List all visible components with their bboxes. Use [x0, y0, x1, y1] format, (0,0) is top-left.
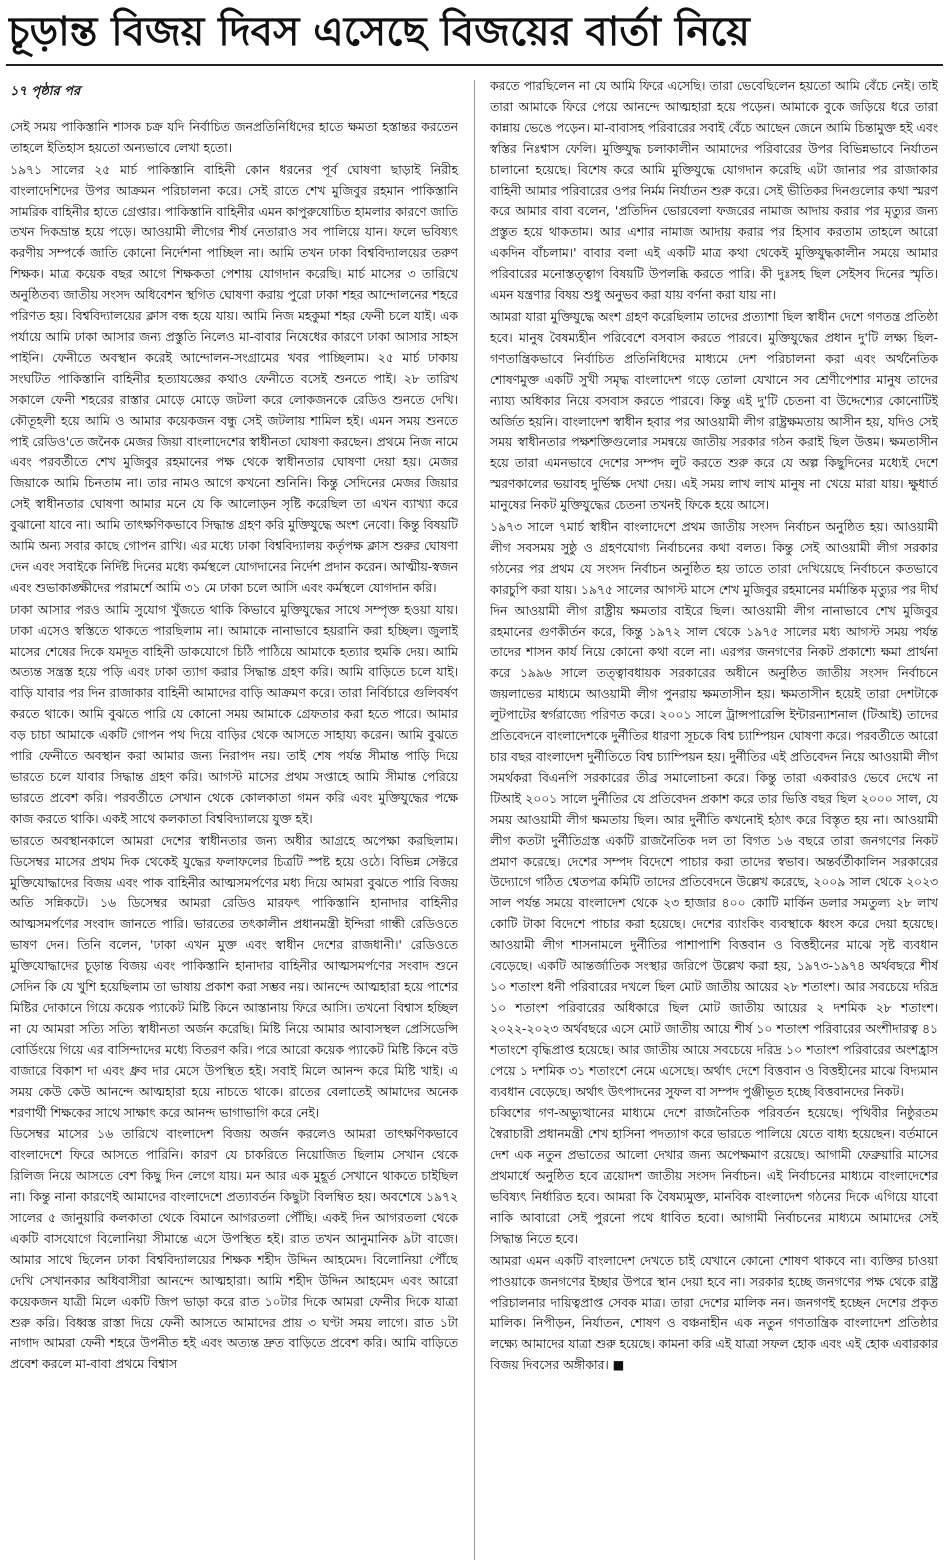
paragraph: সেই সময় পাকিস্তানি শাসক চক্র যদি নির্বাচিত জনপ্রতিনিধিদের হাতে ক্ষমতা হস্তান্তর করতেন তাহলে ইতিহাস হয়তো অন্যভাবে লেখা হতো। — [10, 119, 458, 155]
left-column — [10, 76, 458, 1561]
paragraph: ১৯৭৩ সালে ৭মার্চ স্বাধীন বাংলাদেশে প্রথম জাতীয় সংসদ নির্বাচন অনুষ্ঠিত হয়। আওয়ামী লীগ সবসময় সুষ্ঠু ও গ্রহণযোগ্য নির্বাচনের কথা বলত। কিন্তু সেই আওয়ামী লীগ সরকার গঠনের পর প্রথম যে সংসদ নির্বাচন অনুষ্ঠিত হয় তাতে তারা দেখিয়েছে নির্বাচনে কতভাবে কারচুপি করা যায়। ১৯৭৫ সালের আগস্ট মাসে শেখ মুজিবুর রহমানের মর্মান্তিক মৃত্যুর পর দীর্ঘ দিন আওয়ামী লীগ রাষ্ট্রীয় ক্ষমতার বাইরে ছিল। আওয়ামী লীগ নানাভাবে শেখ মুজিবুর রহমানের গুণকীর্তন করে, কিন্তু ১৯৭২ সাল থেকে ১৯৭৫ সালের মধ্য আগস্ট সময় পর্যন্ত তাদের শাসন কার্য নিয়ে কোনো কথা বলে না। এরপর জনগণের নিকট প্রকাশ্যে ক্ষমা প্রার্থনা করে ১৯৯৬ সালে তত্ত্বাবধায়ক সরকারের অধীনে অনুষ্ঠিত জাতীয় সংসদ নির্বাচনে জয়লাভের মাধ্যমে আওয়ামী লীগ পুনরায় ক্ষমতাসীন হয়। ক্ষমতাসীন হয়েই তারা দেশটাকে লুটপাটের স্বর্গরাজ্যে পরিণত করে। ২০০১ সালে ট্রান্সপারেন্সি ইন্টারন্যাশনাল (টিআই) তাদের প্রতিবেদনে বাংলাদেশকে দুর্নীতির ধারণা সূচকে বিশ্ব চ্যাম্পিয়ন ঘোষণা করে। পরবর্তীতে আরো চার বছর বাংলাদেশ দুর্নীতিতে বিশ্ব চ্যাম্পিয়ন হয়। দুর্নীতির এই প্রতিবেদন নিয়ে আওয়ামী লীগ সমর্থকরা বিএনপি সরকারের তীব্র সমালোচনা করে। কিন্তু তারা একবারও ভেবে দেখে না টিআই ২০০১ সালে দুর্নীতির যে প্রতিবেদন প্রকাশ করে তার ভিত্তি বছর ছিল ২০০০ সাল, যে সময় আওয়ামী লীগ ক্ষমতায় ছিল। আর দুর্নীতি কখনোই হঠাৎ করে বিস্তৃত হয় না। আওয়ামী লীগ কতটা দুর্নীতিগ্রস্ত একটি রাজনৈতিক দল তা বিগত ১৬ বছরে তারা জনগণের নিকট প্রমাণ করেছে। দেশের সম্পদ বিদেশে পাচার করা তাদের স্বভাব। অন্তর্বর্তীকালিন সরকারের উদ্যোগে গঠিত শ্বেতপত্র কমিটি তাদের প্রতিবেদনে উল্লেখ করেছে, ২০০৯ সাল থেকে ২০২৩ সাল পর্যন্ত সময়ে বাংলাদেশ থেকে ২৩ হাজার ৪০০ কোটি মার্কিন ডলার সমতুল্য ২৮ লাখ কোটি টাকা বিদেশে পাচার করা হয়েছে। দেশের ব্যাংকিং ব্যবস্থাকে ধ্বংস করে দেয়া হয়েছে। আওয়ামী লীগ শাসনামলে দুর্নীতির পাশাপাশি বিত্তবান ও বিত্তহীনের মাঝে সৃষ্ট ব্যবধান বেড়েছে। একটি আন্তর্জাতিক সংস্থার জরিপে উল্লেখ করা হয়, ১৯৭৩-১৯৭৪ অর্থবছরে শীর্ষ ১০ শতাংশ ধনী পরিবারের দখলে ছিল মোট জাতীয় আয়ের ২৮ শতাংশ। আর সবচেয়ে দরিদ্র ১০ শতাংশ পরিবারের অধিকারে ছিল মোট জাতীয় আয়ের ২ দশমিক ২৮ শতাংশ। ২০২২-২০২৩ অর্থবছরে এসে মোট জাতীয় আয়ে শীর্ষ ১০ শতাংশ পরিবারের অংশীদারত্ব ৪১ শতাংশে বৃদ্ধিপ্রাপ্ত হয়েছে। আর জাতীয় আয়ে সবচেয়ে দরিদ্র ১০ শতাংশ পরিবারের অংশহ্রাস পেয়ে ১ দশমিক ৩১ শতাংশে নেমে এসেছে। অর্থাৎ দেশে বিত্তবান ও বিত্তহীনের মাঝে বিদ্যমান ব্যবধান বেড়েছে। অর্থাৎ উৎপাদনের সুফল বা সম্পদ পুঞ্জীভূত হচ্ছে বিত্তবানদের নিকট। — [490, 520, 938, 1099]
headline: চূড়ান্ত বিজয় দিবস এসেছে বিজয়ের বার্তা নিয়ে — [8, 9, 750, 55]
continued-label: ১৭ পৃষ্ঠার পর — [10, 84, 81, 99]
paragraph: ১৯৭১ সালের ২৫ মার্চ পাকিস্তানি বাহিনী কোন ধরনের পূর্ব ঘোষণা ছাড়াই নিরীহ বাংলাদেশিদের উপর আক্রমন পরিচালনা করে। সেই রাতে শেখ মুজিবুর রহমান পাকিস্তানি সামরিক বাহিনীর হাতে গ্রেপ্তার। পাকিস্তানি বাহিনীর এমন কাপুরুষোচিত হামলার কারণে জাতি তখন দিকভ্রান্ত হয়ে পড়ে। আওয়ামী লীগের শীর্ষ নেতারাও সব পালিয়ে যান। ফলে ভবিষ্যৎ করণীয় সম্পর্কে জাতি কোনো নির্দেশনা পাচ্ছিল না। আমি তখন ঢাকা বিশ্ববিদ্যালয়ের তরুণ শিক্ষক। মাত্র কয়েক বছর আগে শিক্ষকতা পেশায় যোগদান করেছি। মার্চ মাসের ৩ তারিখে অনুষ্ঠিতব্য জাতীয় সংসদ অধিবেশন স্থগিত ঘোষণা করায় পুরো ঢাকা শহর আন্দোলনের শহরে পরিণত হয়। বিশ্ববিদ্যালয়ের ক্লাস বন্ধ হয়ে যায়। আমি নিজ মহকুমা শহর ফেনী চলে যাই। এক পর্যায়ে আমি ঢাকা আসার জন্য প্রস্তুতি নিলেও মা-বাবার নিষেধের কারণে ঢাকা আসার সাহস পাইনি। ফেনীতে অবস্থান করেই আন্দোলন-সংগ্রামের খবর পাচ্ছিলাম। ২৫ মার্চ ঢাকায় সংঘটিত পাকিস্তানি বাহিনীর হত্যাযজ্ঞের কথাও ফেনীতে বসেই শুনতে পাই। ২৮ তারিখ সকালে ফেনী শহরের রাস্তার মোড়ে মোড়ে জটলা করে লোকজনকে রেডিও শুনতে দেখি। কৌতূহলী হয়ে আমি ও আমার কয়েকজন বন্ধু সেই জটলায় শামিল হই। এমন সময় শুনতে পাই রেডিও'তে জনৈক মেজর জিয়া বাংলাদেশের স্বাধীনতা ঘোষণা করছেন। প্রথমে নিজ নামে এবং পরবর্তীতে শেখ মুজিবুর রহমানের পক্ষ থেকে স্বাধীনতার ঘোষণা দেয়া হয়। মেজর জিয়াকে আমি চিনতাম না। তার নামও আগে কখনো শুনিনি। কিন্তু সেদিনের মেজর জিয়ার সেই স্বাধীনতার ঘোষণা আমার মনে যে কি আলোড়ন সৃষ্টি করেছিল তা এখন ব্যাখ্যা করে বুঝানো যাবে না। আমি তাৎক্ষণিকভাবে সিদ্ধান্ত গ্রহণ করি মুক্তিযুদ্ধে অংশ নেবো। কিন্তু বিষয়টি আমি অন্য সবার কাছে গোপন রাখি। এর মধ্যে ঢাকা বিশ্ববিদ্যালয় কর্তৃপক্ষ ক্লাস শুরুর ঘোষণা দেন এবং সবাইকে নির্দিষ্ট দিনের মধ্যে কর্মস্থলে যোগদানের নির্দেশ প্রদান করেন। আত্মীয়-স্বজন এবং শুভাকাঙ্ক্ষীদের পরামর্শে আমি ৩১ মে ঢাকা চলে আসি এবং কর্মস্থলে যোগদান করি। — [10, 162, 458, 595]
paragraph: চব্বিশের গণ-অভ্যুত্থানের মাধ্যমে দেশে রাজনৈতিক পরিবর্তন হয়েছে। পৃথিবীর নিষ্ঠুরতম স্বৈরাচারী প্রধানমন্ত্রী শেখ হাসিনা পদত্যাগ করে ভারতে পালিয়ে যেতে বাধ্য হয়েছেন। বর্তমানে দেশ এক নতুন প্রভাতের আলো দেখার জন্য অপেক্ষমাণ রয়েছে। আগামী ফেব্রুয়ারি মাসের প্রথমার্ধে অনুষ্ঠিত হবে ত্রয়োদশ জাতীয় সংসদ নির্বাচন। এই নির্বাচনের মাধ্যমে বাংলাদেশের ভবিষ্যৎ নির্ধারিত হবে। আমরা কি বৈষম্যমুক্ত, মানবিক বাংলাদেশ গঠনের দিকে এগিয়ে যাবো নাকি আবারো সেই পুরনো পথে ধাবিত হবো। আগামী নির্বাচনের মাধ্যমে আমাদের সেই সিদ্ধান্ত নিতে হবে। — [490, 1106, 938, 1246]
paragraph: আমরা এমন একটি বাংলাদেশ দেখতে চাই যেখানে কোনো শোষণ থাকবে না। ব্যক্তির চাওয়া পাওয়াকে জনগণের ইচ্ছার উপরে স্থান দেয়া হবে না। সরকার হচ্ছে জনগণের পক্ষ থেকে রাষ্ট্র পরিচালনার দায়িত্বপ্রাপ্ত সেবক মাত্র। তারা দেশের মালিক নন। জনগণই হচ্ছেন দেশের প্রকৃত মালিক। নিপীড়ন, নির্যাতন, শোষণ ও বঞ্চনাহীন এক নতুন গণতান্ত্রিক বাংলাদেশ প্রতিষ্ঠার লক্ষ্যে আমাদের যাত্রা শুরু হয়েছে। কামনা করি এই যাত্রা সফল হোক এবং এই হোক এবারকার বিজয় দিবসের অঙ্গীকার। ■ — [490, 1253, 938, 1373]
paragraph: ভারতে অবস্থানকালে আমরা দেশের স্বাধীনতার জন্য অধীর আগ্রহে অপেক্ষা করছিলাম। ডিসেম্বর মাসের প্রথম দিক থেকেই যুদ্ধের ফলাফলের চিত্রটি স্পষ্ট হয়ে ওঠে। বিভিন্ন সেক্টরে মুক্তিযোদ্ধাদের বিজয় এবং পাক বাহিনীর আত্মসমর্পণের মধ্য দিয়ে আমরা বুঝতে পারি বিজয় অতি সন্নিকটে। ১৬ ডিসেম্বর আমরা রেডিও মারফৎ পাকিস্তানি হানাদার বাহিনীর আত্মসমর্পণের সংবাদ জানতে পারি। ভারতের তৎকালীন প্রধানমন্ত্রী ইন্দিরা গান্ধী রেডিওতে ভাষণ দেন। তিনি বলেন, 'ঢাকা এখন মুক্ত এবং স্বাধীন দেশের রাজধানী।' রেডিওতে মুক্তিযোদ্ধাদের চূড়ান্ত বিজয় এবং পাকিস্তানি হানাদার বাহিনীর আত্মসমর্পণের সংবাদ শুনে সেদিন কি যে খুশি হয়েছিলাম তা ভাষায় প্রকাশ করা সম্ভব নয়। আনন্দে আত্মহারা হয়ে পাশের মিষ্টির দোকানে গিয়ে কয়েক প্যাকেট মিষ্টি কিনে আস্তানায় ফিরে আসি। তখনো বিশ্বাস হচ্ছিল না যে আমরা সত্যি সত্যি স্বাধীনতা অর্জন করেছি। মিষ্টি নিয়ে আমার আবাসস্থল প্রেসিডেন্সি বোর্ডিংয়ে গিয়ে এর বাসিন্দাদের মধ্যে বিতরণ করি। পরে আরো কয়েক প্যাকেট মিষ্টি কিনে বউ বাজারে বিকাশ দা এবং ধ্রুব দার মেসে উপস্থিত হই। সবাই মিলে আনন্দ করে মিষ্টি খাই। এ সময় কেউ কেউ আনন্দে আত্মহারা হয়ে নাচতে থাকে। রাতের বেলাতেই আমাদের অনেক শরণার্থী শিক্ষকের সাথে সাক্ষাৎ করে আনন্দ ভাগাভাগি করে নেই। — [10, 833, 458, 1120]
column-divider — [474, 80, 475, 1560]
right-column — [490, 76, 938, 1561]
paragraph: ডিসেম্বর মাসের ১৬ তারিখে বাংলাদেশ বিজয় অর্জন করলেও আমরা তাৎক্ষণিকভাবে বাংলাদেশে ফিরে আসতে পারিনি। কারণ যে চাকরিতে নিয়োজিত ছিলাম সেখান থেকে রিলিজ নিয়ে আসতে বেশ কিছু দিন লেগে যায়। মন আর এক মুহূর্ত সেখানে থাকতে চাইছিল না। কিন্তু নানা কারণেই আমাদের বাংলাদেশে প্রত্যাবর্তন কিছুটা বিলম্বিত হয়। অবশেষে ১৯৭২ সালের ৫ জানুয়ারি কলকাতা থেকে বিমানে আগরতলা পৌঁছি। একই দিন আগরতলা থেকে একটি বাসযোগে বিলোনিয়া সীমান্তে এসে উপস্থিত হই। রাত তখন আনুমানিক ৯টা বাজে। আমার সাথে ছিলেন ঢাকা বিশ্ববিদ্যালয়ের শিক্ষক শহীদ উদ্দিন আহমেদ। বিলোনিয়া পৌঁছে দেখি সেখানকার অধিবাসীরা আনন্দে আত্মহারা। আমি শহীদ উদ্দিন আহমেদ এবং আরো কয়েকজন যাত্রী মিলে একটি জিপ ভাড়া করে রাত ১০টার দিকে আমরা ফেনীর দিকে যাত্রা শুরু করি। বিধ্বস্ত রাস্তা দিয়ে ফেনী আসতে আমাদের প্রায় ৩ ঘণ্টা সময় লাগে। রাত ১টা নাগাদ আমরা ফেনী শহরে উপনীত হই এবং অত্যন্ত দ্রুত বাড়িতে প্রবেশ করি। আমি বাড়িতে প্রবেশ করলে মা-বাবা প্রথমে বিশ্বাস — [10, 1127, 458, 1372]
headline-rule — [6, 64, 943, 66]
paragraph: ঢাকা আসার পরও আমি সুযোগ খুঁজতে থাকি কিভাবে মুক্তিযুদ্ধের সাথে সম্পৃক্ত হওয়া যায়। ঢাকা এসেও স্বস্তিতে থাকতে পারছিলাম না। আমাকে নানাভাবে হয়রানি করা হচ্ছিল। জুলাই মাসের শেষের দিকে যমদূত বাহিনী ডাকযোগে চিঠি পাঠিয়ে আমাকে হত্যার হুমকি দেয়। আমি অত্যন্ত সন্ত্রস্ত হয়ে পড়ি এবং ঢাকা ত্যাগ করার সিদ্ধান্ত গ্রহণ করি। আমি বাড়িতে চলে যাই। বাড়ি যাবার পর দিন রাজাকার বাহিনী আমাদের বাড়ি আক্রমণ করে। তারা নির্বিচারে গুলিবর্ষণ করতে থাকে। আমি বুঝতে পারি যে কোনো সময় আমাকে গ্রেফতার করা হতে পারে। আমার বড় চাচা আমাকে একটি গোপন পথ দিয়ে বাড়ির থেকে আসতে সাহায্য করেন। আমি বুঝতে পারি ফেনীতে অবস্থান করা আমার জন্য নিরাপদ নয়। তাই শেষ পর্যন্ত সীমান্ত পাড়ি দিয়ে ভারতে চলে যাবার সিদ্ধান্ত গ্রহণ করি। আগস্ট মাসের প্রথম সপ্তাহে আমি সীমান্ত পেরিয়ে ভারতে প্রবেশ করি। পরবর্তীতে সেখান থেকে কোলকাতা গমন করি এবং মুক্তিযুদ্ধের পক্ষে কাজ করতে থাকি। একই সাথে কলকাতা বিশ্ববিদ্যালয়ে যুক্ত হই। — [10, 602, 458, 826]
paragraph: করতে পারছিলেন না যে আমি ফিরে এসেছি। তারা ভেবেছিলেন হয়তো আমি বেঁচে নেই। তাই তারা আমাকে ফিরে পেয়ে আনন্দে আত্মহারা হয়ে পড়েন। আমাকে বুকে জড়িয়ে ধরে তারা কান্নায় ভেঙে পড়েন। মা-বাবাসহ পরিবারের সবাই বেঁচে আছেন জেনে আমি চিন্তামুক্ত হই এবং স্বস্তির নিঃশ্বাস ফেলি। মুক্তিযুদ্ধ চলাকালীন আমাদের পরিবারের উপর বিভিন্নভাবে নির্যাতন চালানো হয়েছে। বিশেষ করে আমি মুক্তিযুদ্ধে যোগদান করেছি এটা জানার পর রাজাকার বাহিনী আমার পরিবারের ওপর নির্মম নির্যাতন শুরু করে। সেই ভীতিকর দিনগুলোর কথা স্মরণ করে আমার বাবা বলেন, 'প্রতিদিন ভোরবেলা ফজরের নামাজ আদায় করার পর মৃত্যুর জন্য প্রস্তুত হয়ে থাকতাম। আর এশার নামাজ আদায় করার পর হিসাব করতাম তাহলে আরো একদিন বাঁচলাম।' বাবার বলা এই একটি মাত্র কথা থেকেই মুক্তিযুদ্ধকালীন সময়ে আমার পরিবারের মনোস্তত্ত্বাগ বিষয়টি উপলব্ধি করতে পারি। কী দুঃসহ ছিল সেইসব দিনের স্মৃতি। এমন যন্ত্রণার বিষয় শুধু অনুভব করা যায় বর্ণনা করা যায় না। — [490, 79, 938, 303]
paragraph: আমরা যারা মুক্তিযুদ্ধে অংশ গ্রহণ করেছিলাম তাদের প্রত্যাশা ছিল স্বাধীন দেশে গণতন্ত্র প্রতিষ্ঠা হবে। মানুষ বৈষম্যহীন পরিবেশে বসবাস করতে পারবে। মুক্তিযুদ্ধের প্রধান দু'টি লক্ষ্য ছিল- গণতান্ত্রিকভাবে নির্বাচিত প্রতিনিধিদের মাধ্যমে দেশ পরিচালনা করা এবং অর্থনৈতিক শোষণমুক্ত একটি সুখী সমৃদ্ধ বাংলাদেশ গড়ে তোলা যেখানে সব শ্রেণীপেশার মানুষ তাদের ন্যায্য অধিকার নিয়ে বসবাস করতে পারবে। কিন্তু এই দু'টি চেতনা বা উদ্দেশ্যের কোনোটিই অর্জিত হয়নি। বাংলাদেশ স্বাধীন হবার পর আওয়ামী লীগ রাষ্ট্রক্ষমতায় আসীন হয়, যদিও সেই সময় স্বাধীনতার পক্ষশক্তিগুলোর সমন্বয়ে জাতীয় সরকার গঠন করাই ছিল উত্তম। ক্ষমতাসীন হয়ে তারা এমনভাবে দেশের সম্পদ লুট করতে শুরু করে যে অল্প কিছুদিনের মধ্যেই দেশে স্মরণকালের ভয়াবহ দুর্ভিক্ষ দেখা দেয়। এই সময় লাখ লাখ মানুষ না খেয়ে মারা যায়। ক্ষুধার্ত মানুষের নিকট মুক্তিযুদ্ধের চেতনা তখনই ফিকে হয়ে আসে। — [490, 309, 938, 513]
